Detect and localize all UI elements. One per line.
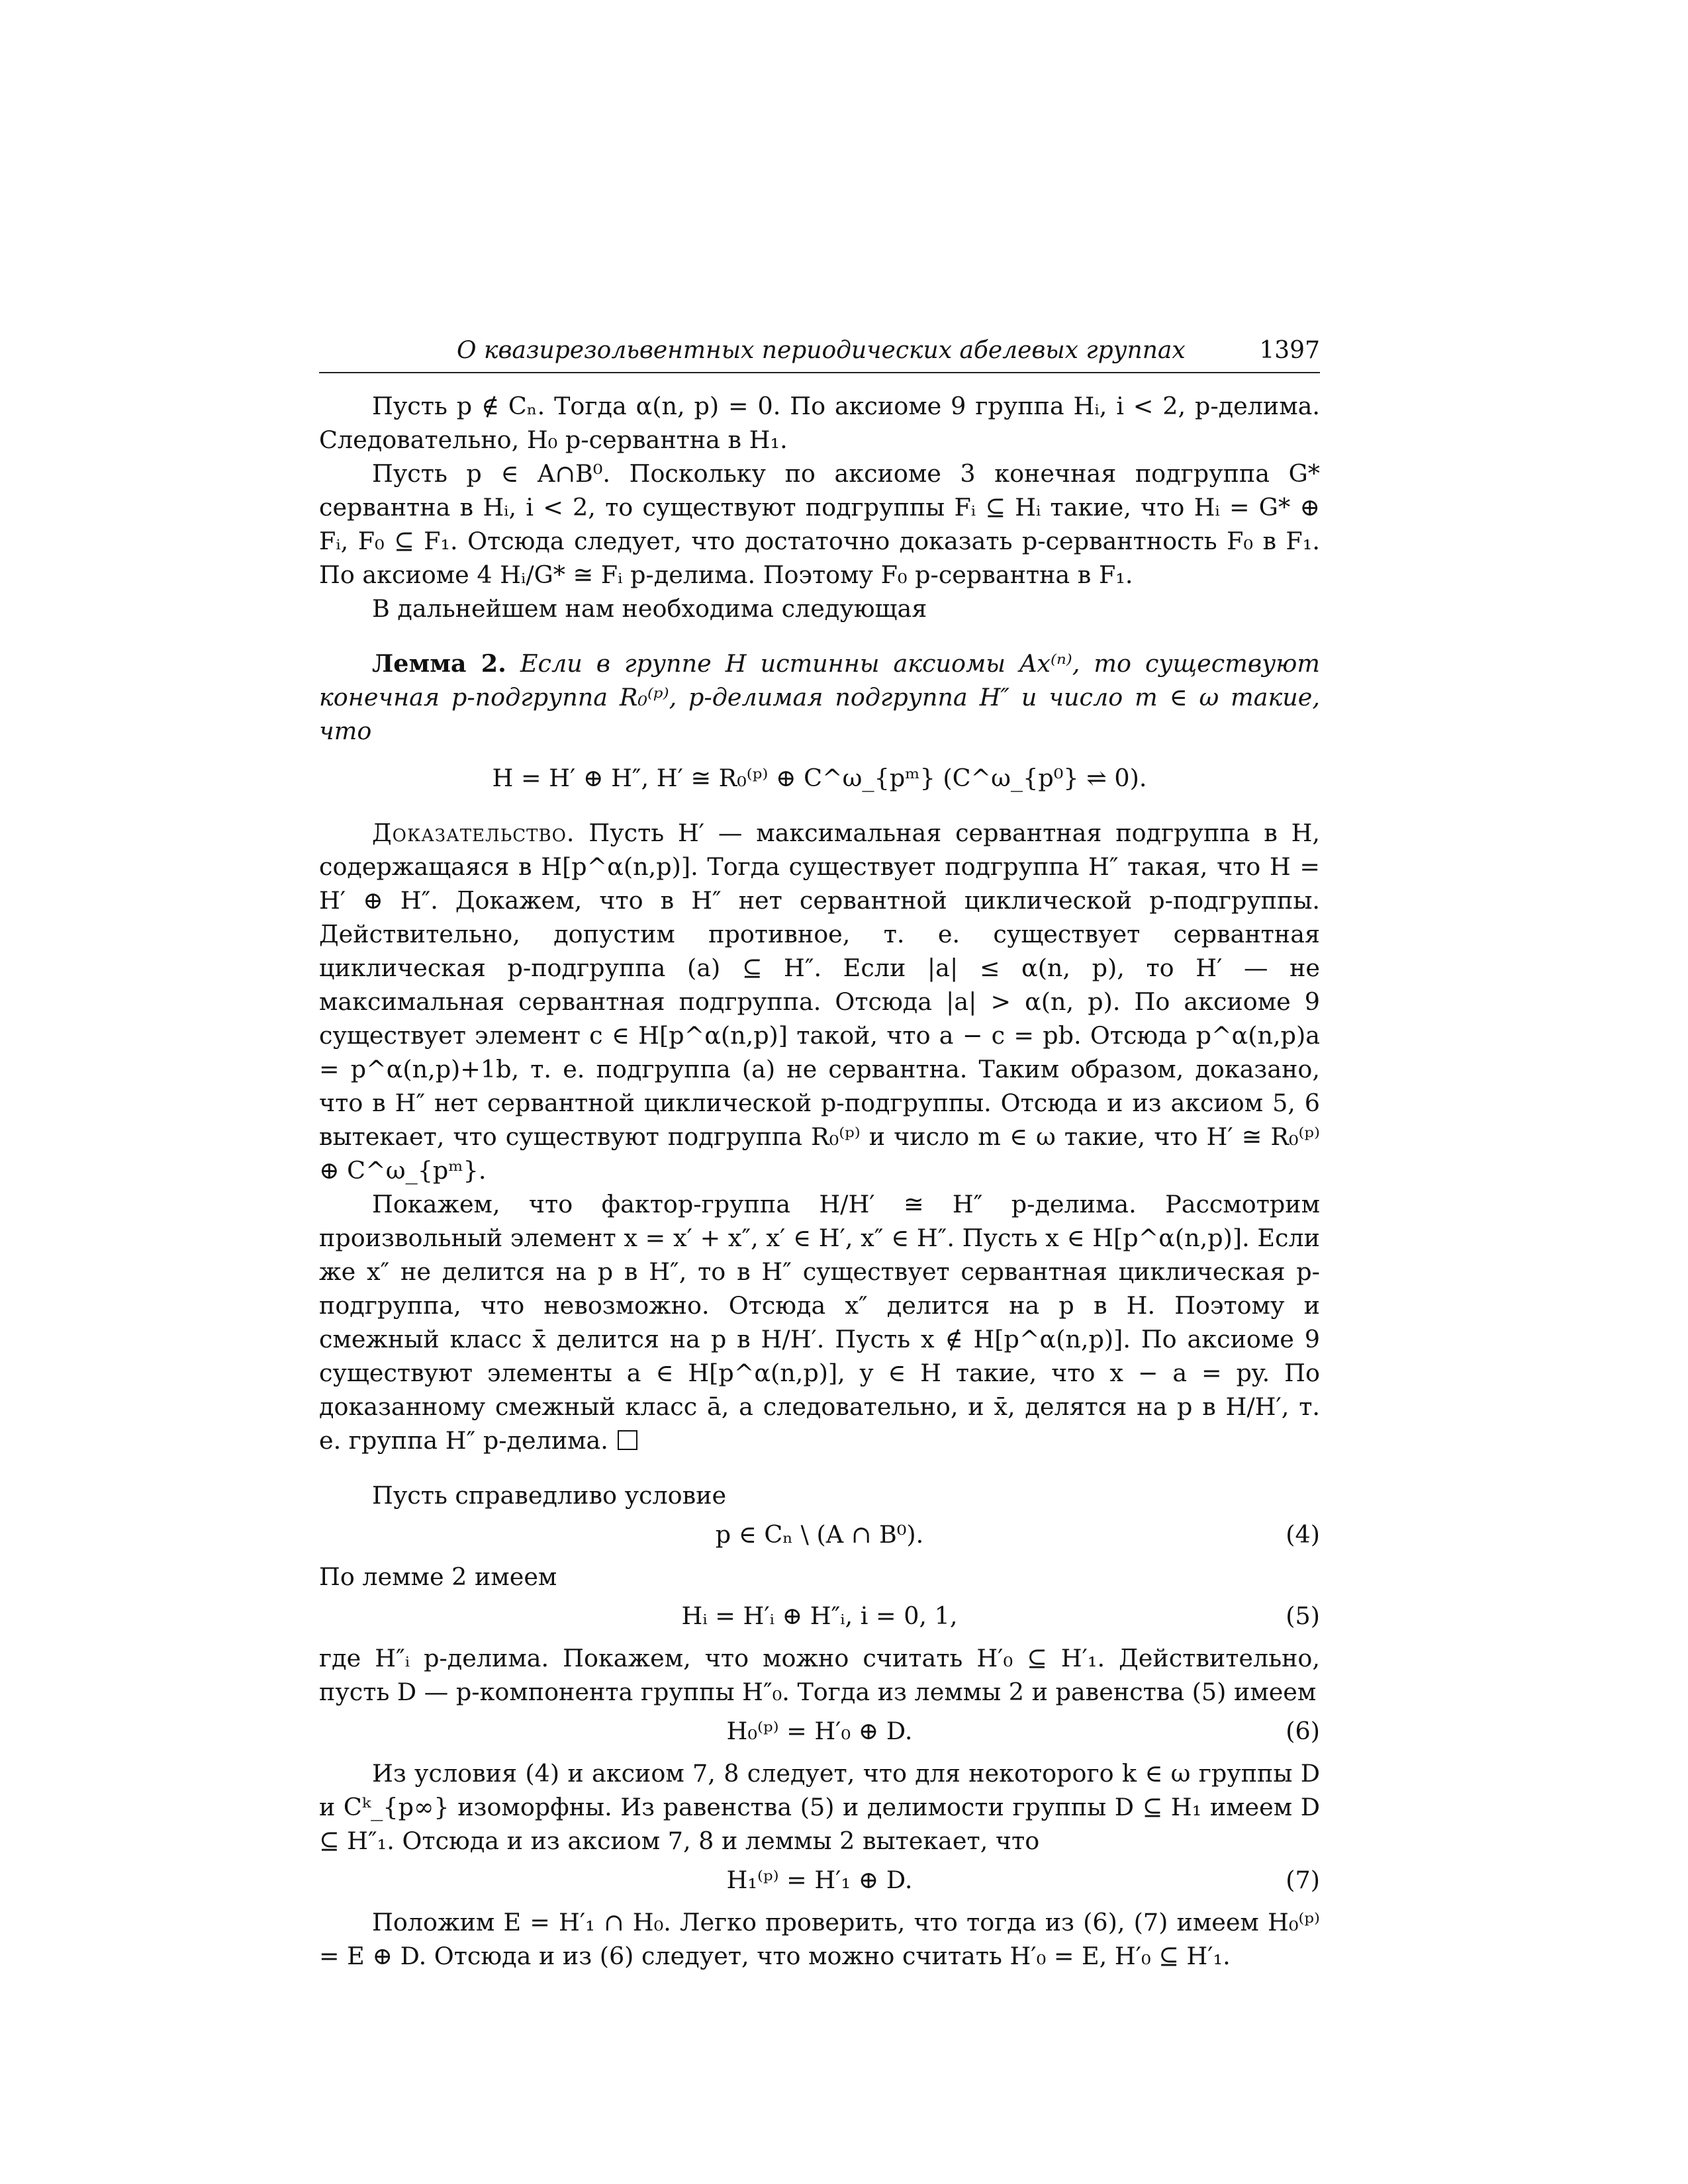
proof-label: Доказательство. bbox=[372, 819, 575, 847]
equation-5-number: (5) bbox=[1286, 1602, 1320, 1630]
paragraph-lemma2: По лемме 2 имеем bbox=[319, 1563, 557, 1591]
paragraph-1: Пусть p ∉ Cₙ. Тогда α(n, p) = 0. По аксиоме 9 группа Hᵢ, i < 2, p-делима. Следовательно, H₀ p-сервантна в H₁. bbox=[319, 392, 1320, 454]
lemma-statement: Если в группе H истинны аксиомы Ax⁽ⁿ⁾, то существуют конечная p-подгруппа R₀⁽ᵖ⁾, p-делимая подгруппа H″ и число m ∈ ω такие, что bbox=[319, 649, 1321, 745]
equation-5-formula: Hᵢ = H′ᵢ ⊕ H″ᵢ, i = 0, 1, bbox=[681, 1602, 958, 1630]
equation-4-number: (4) bbox=[1286, 1520, 1320, 1549]
proof-paragraph-1 bbox=[319, 816, 1320, 1187]
equation-7-number: (7) bbox=[1286, 1866, 1320, 1894]
equation-7 bbox=[319, 1863, 1320, 1900]
paper-page bbox=[319, 331, 1320, 1973]
page-number: 1397 bbox=[1259, 337, 1320, 364]
equation-6 bbox=[319, 1714, 1320, 1751]
proof-text-2: Покажем, что фактор-группа H/H′ ≅ H″ p-делима. Рассмотрим произвольный элемент x = x′ + x″, x′ ∈ H′, x″ ∈ H″. Пусть x ∈ H[p^α(n,p)]. Если же x″ не делится на p в H″, то в H″ существует сервантная циклическая p-подгруппа, что невозможно. Отсюда x″ делится на p в H. Поэтому и смежный класс x̄ делится на p в H/H′. Пусть x ∉ H[p^α(n,p)]. По аксиоме 9 существуют элементы a ∈ H[p^α(n,p)], y ∈ H такие, что x − a = py. По доказанному смежный класс ā, а следовательно, и x̄, делятся на p в H/H′, т. е. группа H″ p-делима. bbox=[319, 1190, 1320, 1455]
equation-6-number: (6) bbox=[1286, 1717, 1320, 1745]
qed-square-icon bbox=[618, 1430, 637, 1450]
equation-4 bbox=[319, 1518, 1320, 1555]
paragraph-condition: Пусть справедливо условие bbox=[372, 1481, 727, 1510]
running-title: О квазирезольвентных периодических абелевых группах bbox=[457, 337, 1186, 364]
paragraph-last: Положим E = H′₁ ∩ H₀. Легко проверить, что тогда из (6), (7) имеем H₀⁽ᵖ⁾ = E ⊕ D. Отсюда и из (6) следует, что можно считать H′₀ = E, H′₀ ⊆ H′₁. bbox=[319, 1908, 1320, 1970]
running-header bbox=[319, 331, 1320, 373]
equation-5 bbox=[319, 1599, 1320, 1636]
paragraph-after-6: Из условия (4) и аксиом 7, 8 следует, что для некоторого k ∈ ω группы D и Cᵏ_{p∞} изоморфны. Из равенства (5) и делимости группы D ⊆ H₁ имеем D ⊆ H″₁. Отсюда и из аксиом 7, 8 и леммы 2 вытекает, что bbox=[319, 1759, 1320, 1855]
paragraph-after-5: где H″ᵢ p-делима. Покажем, что можно считать H′₀ ⊆ H′₁. Действительно, пусть D — p-компонента группы H″₀. Тогда из леммы 2 и равенства (5) имеем bbox=[319, 1644, 1320, 1706]
lemma-formula: H = H′ ⊕ H″, H′ ≅ R₀⁽ᵖ⁾ ⊕ C^ω_{pᵐ} (C^ω_{p⁰} ⇌ 0). bbox=[492, 764, 1147, 792]
proof-paragraph-2 bbox=[319, 1187, 1320, 1457]
equation-4-formula: p ∈ Cₙ \ (A ∩ B⁰). bbox=[715, 1520, 924, 1549]
lemma-2 bbox=[319, 647, 1320, 748]
equation-6-formula: H₀⁽ᵖ⁾ = H′₀ ⊕ D. bbox=[726, 1717, 913, 1745]
paragraph-3: В дальнейшем нам необходима следующая bbox=[372, 594, 927, 623]
proof-text-1: Пусть H′ — максимальная сервантная подгруппа в H, содержащаяся в H[p^α(n,p)]. Тогда существует подгруппа H″ такая, что H = H′ ⊕ H″. Докажем, что в H″ нет сервантной циклической p-подгруппы. Действительно, допустим противное, т. е. существует сервантная циклическая p-подгруппа (a) ⊆ H″. Если |a| ≤ α(n, p), то H′ — не максимальная сервантная подгруппа. Отсюда |a| > α(n, p). По аксиоме 9 существует элемент c ∈ H[p^α(n,p)] такой, что a − c = pb. Отсюда p^α(n,p)a = p^α(n,p)+1b, т. е. подгруппа (a) не сервантна. Таким образом, доказано, что в H″ нет сервантной циклической p-подгруппы. Отсюда и из аксиом 5, 6 вытекает, что существуют подгруппа R₀⁽ᵖ⁾ и число m ∈ ω такие, что H′ ≅ R₀⁽ᵖ⁾ ⊕ C^ω_{pᵐ}. bbox=[319, 819, 1321, 1185]
equation-7-formula: H₁⁽ᵖ⁾ = H′₁ ⊕ D. bbox=[726, 1866, 913, 1894]
paragraph-2: Пусть p ∈ A∩B⁰. Поскольку по аксиоме 3 конечная подгруппа G* сервантна в Hᵢ, i < 2, то существуют подгруппы Fᵢ ⊆ Hᵢ такие, что Hᵢ = G* ⊕ Fᵢ, F₀ ⊆ F₁. Отсюда следует, что достаточно доказать p-сервантность F₀ в F₁. По аксиоме 4 Hᵢ/G* ≅ Fᵢ p-делима. Поэтому F₀ p-сервантна в F₁. bbox=[319, 459, 1320, 589]
lemma-label: Лемма 2. bbox=[372, 649, 506, 678]
